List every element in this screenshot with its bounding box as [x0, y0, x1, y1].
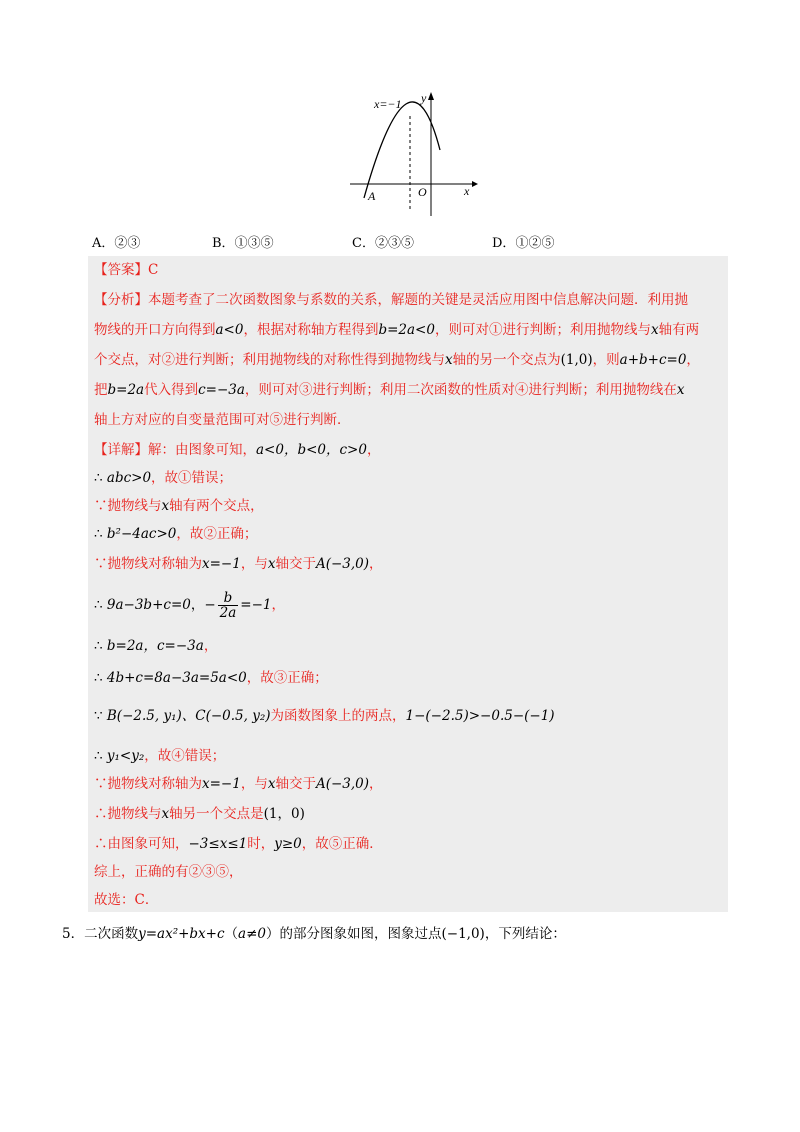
analysis-line-5: 轴上方对应的自变量范围可对⑤进行判断．: [94, 412, 351, 428]
symmetry-label: x=−1: [374, 97, 402, 111]
detail-line-15: 故选：C．: [94, 892, 159, 908]
option-c[interactable]: C．②③⑤: [352, 236, 414, 251]
option-b[interactable]: B．①③⑤: [212, 236, 274, 251]
detail-line-3: ∵抛物线与x轴有两个交点，: [94, 498, 264, 514]
answer-line: [94, 260, 158, 280]
origin-label: O: [418, 185, 427, 199]
detail-line-9: ∵ B(−2.5, y₁)、C(−0.5, y₂)为函数图象上的两点，1−(−2.5)>−0.5−(−1): [94, 708, 555, 724]
detail-line-14: 综上，正确的有②③⑤，: [94, 864, 243, 880]
y-axis-arrow: [428, 92, 434, 100]
detail-line-5: ∵抛物线对称轴为x=−1，与x轴交于A(−3,0)，: [94, 556, 383, 572]
detail-line-13: ∴由图象可知，−3≤x≤1时，y≥0，故⑤正确．: [94, 836, 383, 852]
answer-options: [92, 232, 732, 252]
detail-line-2: ∴ abc>0，故①错误；: [94, 470, 233, 486]
detail-line-6: ∴ 9a−3b+c=0，− $\frac{b}{2a}$ =−1，: [94, 590, 286, 621]
fraction-b-over-2a: $\frac{b}{2a}$: [219, 590, 237, 621]
y-axis-label: y: [421, 91, 427, 105]
answer-value: C: [148, 262, 159, 278]
answer-tag: 【答案】: [94, 262, 148, 278]
detail-line-10: ∴ y₁<y₂，故④错误；: [94, 748, 226, 764]
question-5: 5．二次函数y=ax²+bx+c（a≠0）的部分图象如图，图象过点(−1,0)，下列结论：: [62, 926, 566, 942]
option-a[interactable]: A．②③: [92, 236, 141, 251]
detail-line-11: ∵抛物线对称轴为x=−1，与x轴交于A(−3,0)，: [94, 776, 383, 792]
analysis-line-1: 【分析】本题考查了二次函数图象与系数的关系，解题的关键是灵活应用图中信息解决问题．利用抛: [94, 292, 688, 308]
detail-line-12: ∴抛物线与x轴另一个交点是(1，0): [94, 806, 305, 822]
option-d[interactable]: D．①②⑤: [492, 236, 555, 251]
analysis-line-4: 把b=2a代入得到c=−3a，则可对③进行判断；利用二次函数的性质对④进行判断；利用抛物线在x: [94, 382, 685, 398]
x-axis-label: x: [464, 184, 470, 198]
point-a-label: A: [368, 189, 376, 203]
analysis-line-3: 个交点，对②进行判断；利用抛物线的对称性得到抛物线与x轴的另一个交点为(1,0)，则a+b+c=0，: [94, 352, 700, 368]
analysis-line-2: 物线的开口方向得到a<0，根据对称轴方程得到b=2a<0，则可对①进行判断；利用抛物线与x轴有两: [94, 322, 700, 338]
solution-box: [88, 256, 728, 912]
detail-line-7: ∴ b=2a，c=−3a，: [94, 638, 218, 654]
x-axis-arrow: [472, 181, 478, 187]
detail-line-1: 【详解】解：由图象可知，a<0，b<0，c>0，: [94, 442, 381, 458]
detail-line-4: ∴ b²−4ac>0，故②正确；: [94, 526, 258, 542]
parabola-figure: [340, 88, 480, 220]
detail-line-8: ∴ 4b+c=8a−3a=5a<0，故③正确；: [94, 670, 328, 686]
parabola-graph: [340, 88, 480, 220]
